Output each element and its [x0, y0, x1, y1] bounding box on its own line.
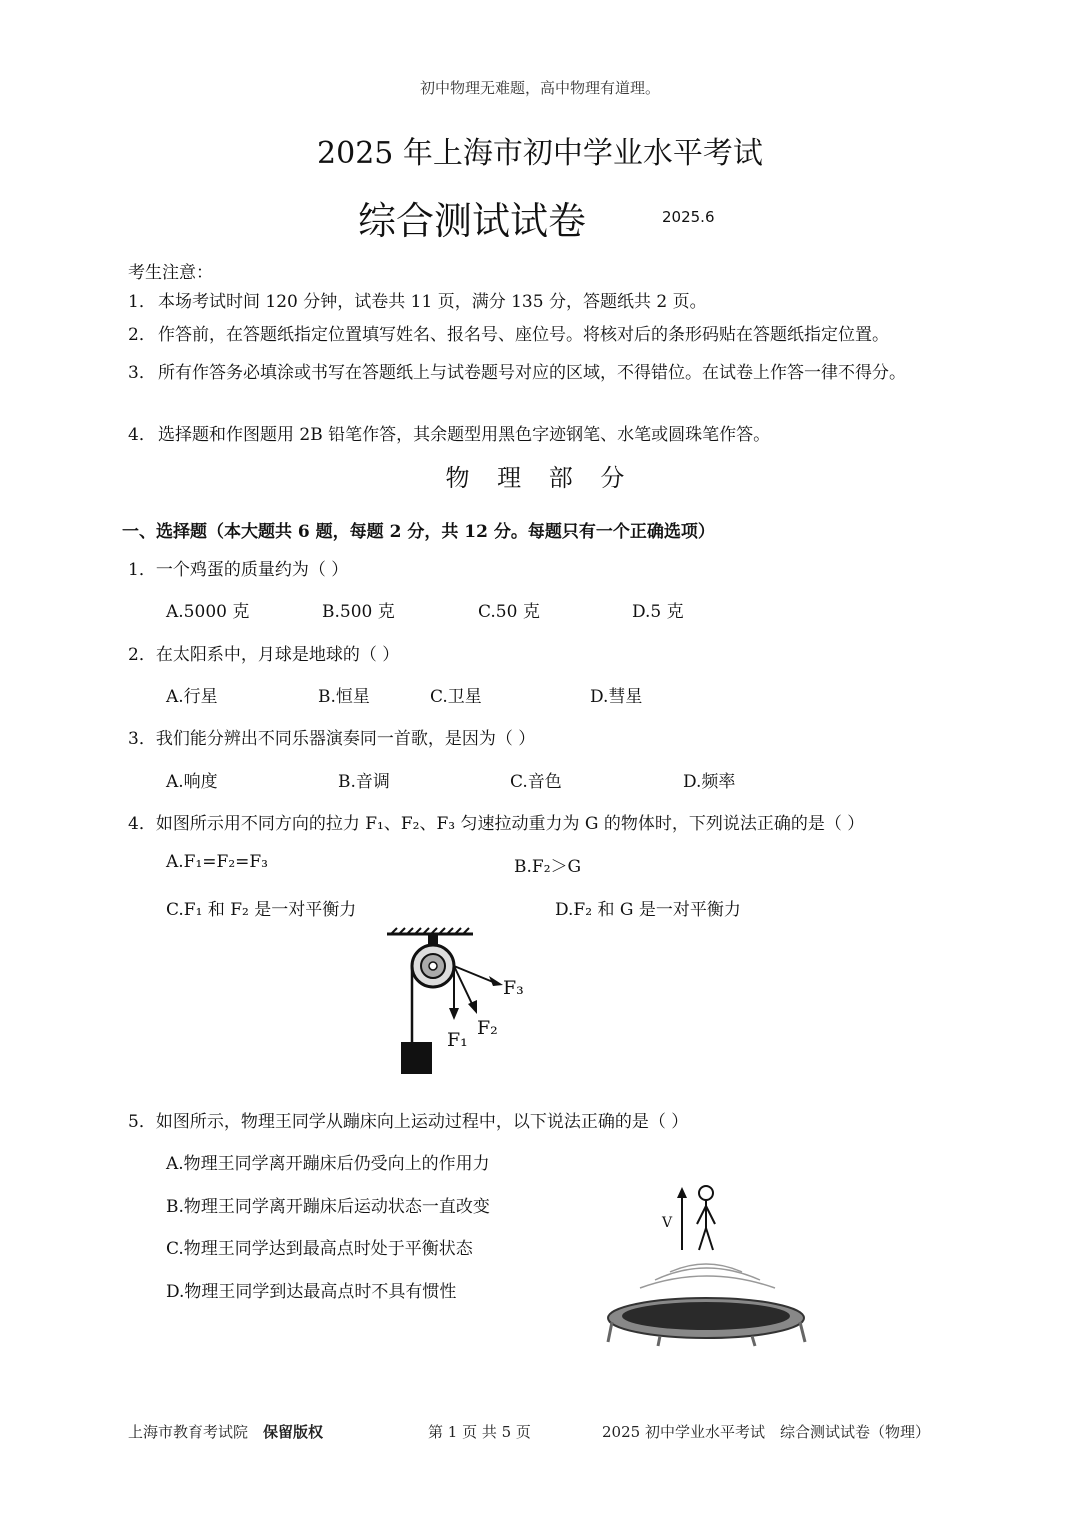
force-f3-arrowhead [489, 976, 503, 986]
part-heading: 一、选择题（本大题共 6 题，每题 2 分，共 12 分。每题只有一个正确选项） [122, 522, 715, 542]
notice-number: 2． [128, 325, 156, 345]
exam-subtitle: 综合测试试卷 [358, 199, 587, 243]
notice-number: 4． [128, 425, 156, 445]
notice-number: 3． [128, 363, 156, 383]
option-d: D.频率 [683, 772, 736, 792]
option-c: C.50 克 [478, 602, 540, 622]
label-f2: F₂ [477, 1017, 498, 1039]
notice-item [128, 323, 958, 347]
option-d: D.物理王同学到达最高点时不具有惯性 [166, 1282, 457, 1302]
page-motto: 初中物理无难题，高中物理有道理。 [419, 79, 660, 97]
footer-publisher: 上海市教育考试院 [128, 1423, 249, 1441]
footer-left [128, 1421, 323, 1442]
notice-text: 作答前，在答题纸指定位置填写姓名、报名号、座位号。将核对后的条形码贴在答题纸指定位置。 [158, 325, 889, 345]
option-c: C.音色 [510, 772, 562, 792]
question-stem: 2．在太阳系中，月球是地球的（ ） [128, 645, 400, 665]
section-title: 物 理 部 分 [445, 464, 635, 492]
option-c: C.物理王同学达到最高点时处于平衡状态 [166, 1239, 473, 1259]
force-f1-arrowhead [449, 1008, 459, 1020]
notice-item [128, 290, 958, 314]
label-f3: F₃ [503, 977, 524, 999]
footer-exam-name: 2025 初中学业水平考试 综合测试试卷（物理） [602, 1423, 930, 1441]
velocity-arrowhead [677, 1187, 687, 1198]
exam-title: 2025 年上海市初中学业水平考试 [317, 136, 763, 171]
option-d: D.F₂ 和 G 是一对平衡力 [555, 900, 741, 920]
notice-text: 本场考试时间 120 分钟，试卷共 11 页，满分 135 分，答题纸共 2 页。 [158, 292, 707, 312]
option-a: A.物理王同学离开蹦床后仍受向上的作用力 [166, 1154, 490, 1174]
option-d: D.5 克 [632, 602, 684, 622]
option-d: D.彗星 [590, 687, 643, 707]
option-b: B.恒星 [318, 687, 370, 707]
label-f1: F₁ [447, 1029, 468, 1051]
question-stem: 5．如图所示，物理王同学从蹦床向上运动过程中，以下说法正确的是（ ） [128, 1112, 689, 1132]
footer-page-number: 第 1 页 共 5 页 [428, 1423, 531, 1441]
stick-figure-person [697, 1186, 715, 1250]
option-b: B.500 克 [322, 602, 395, 622]
force-f2-arrowhead [468, 1000, 477, 1014]
option-a: A.响度 [166, 772, 218, 792]
question-stem: 3．我们能分辨出不同乐器演奏同一首歌，是因为（ ） [128, 729, 536, 749]
option-a: A.行星 [166, 687, 218, 707]
question-stem: 1．一个鸡蛋的质量约为（ ） [128, 560, 349, 580]
pulley-diagram [375, 920, 535, 1080]
option-c: C.卫星 [430, 687, 482, 707]
option-a: A.5000 克 [166, 602, 250, 622]
motion-lines [640, 1264, 775, 1288]
hanging-block [401, 1042, 432, 1074]
footer-copyright: 保留版权 [263, 1423, 324, 1441]
pulley-axle [429, 962, 437, 970]
trampoline-diagram [600, 1180, 815, 1350]
notice-text: 选择题和作图题用 2B 铅笔作答，其余题型用黑色字迹钢笔、水笔或圆珠笔作答。 [158, 425, 771, 445]
notice-item [128, 423, 958, 447]
exam-date: 2025.6 [662, 208, 715, 226]
option-b: B.物理王同学离开蹦床后运动状态一直改变 [166, 1197, 490, 1217]
trampoline-mat [622, 1302, 790, 1330]
velocity-label: V [662, 1215, 673, 1231]
notice-number: 1． [128, 292, 156, 312]
notice-item [128, 357, 958, 390]
notice-text: 所有作答务必填涂或书写在答题纸上与试卷题号对应的区域，不得错位。在试卷上作答一律不得分。 [158, 363, 906, 383]
question-stem: 4．如图所示用不同方向的拉力 F₁、F₂、F₃ 匀速拉动重力为 G 的物体时，下列说法正确的是（ ） [128, 814, 865, 834]
notice-heading: 考生注意： [128, 263, 213, 283]
option-c: C.F₁ 和 F₂ 是一对平衡力 [166, 900, 357, 920]
option-b: B.F₂＞G [514, 857, 582, 877]
option-a: A.F₁=F₂=F₃ [166, 852, 268, 872]
option-b: B.音调 [338, 772, 390, 792]
